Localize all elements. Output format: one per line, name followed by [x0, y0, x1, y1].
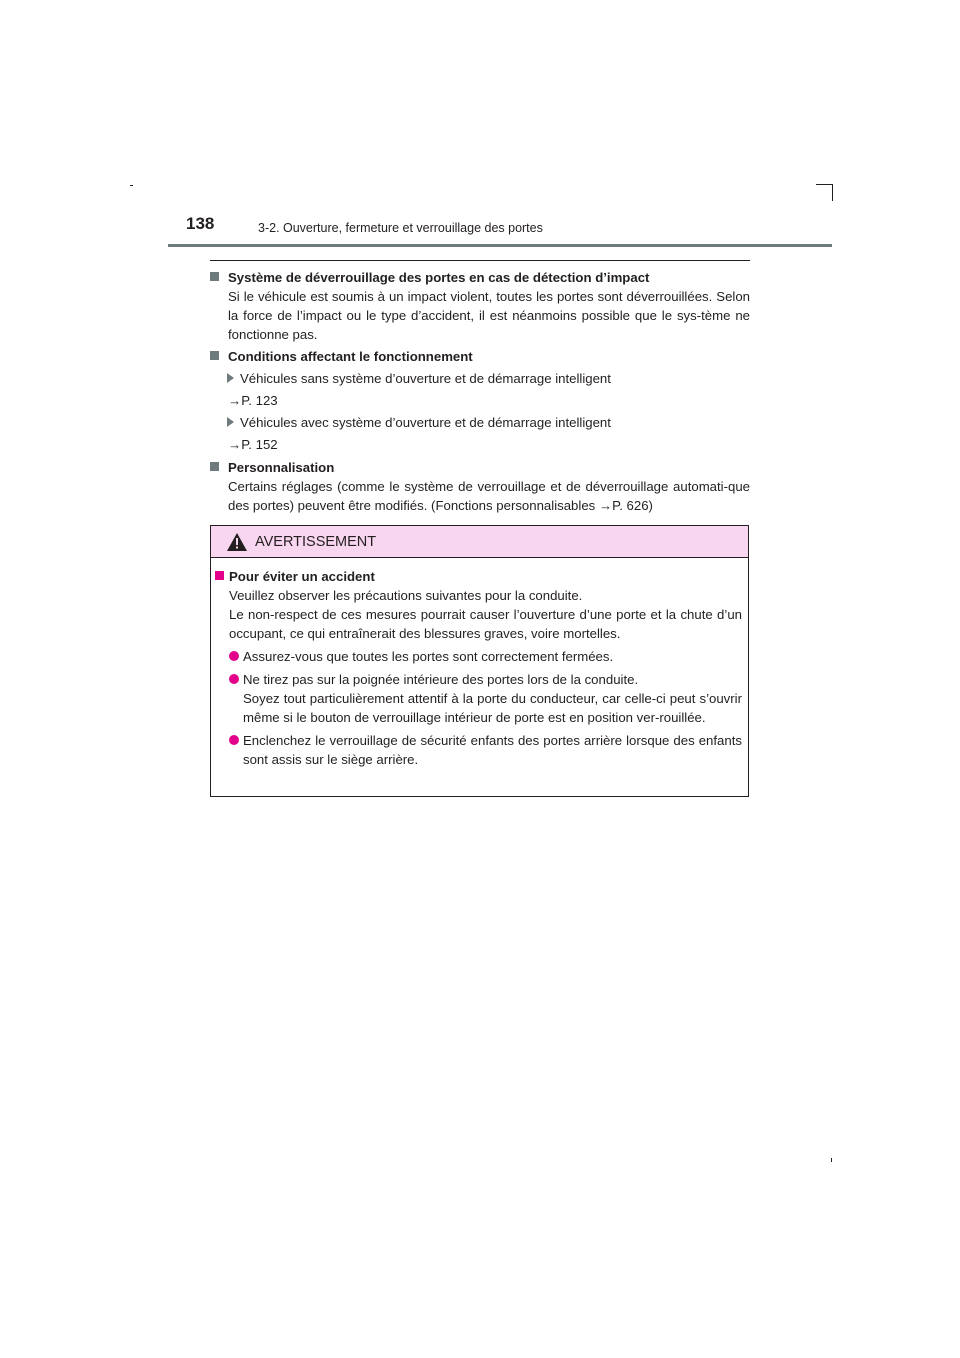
section-heading: Système de déverrouillage des portes en cas de détection d’impact — [228, 270, 650, 285]
section-heading: Conditions affectant le fonctionnement — [228, 349, 473, 364]
square-bullet-icon — [210, 462, 219, 471]
square-bullet-icon — [215, 571, 224, 580]
warning-heading: Pour éviter un accident — [229, 569, 375, 584]
warning-item: Assurez-vous que toutes les portes sont correctement fermées. — [211, 647, 748, 666]
warning-intro: Veuillez observer les précautions suivantes pour la conduite. — [229, 588, 583, 603]
circle-bullet-icon — [229, 735, 239, 745]
section-conditions — [210, 347, 750, 454]
page-reference-link[interactable]: →P. 123 — [228, 393, 278, 408]
square-bullet-icon — [210, 272, 219, 281]
section-personalisation — [210, 458, 750, 515]
content-divider — [210, 260, 750, 261]
header-rule — [168, 244, 832, 247]
warning-title: AVERTISSEMENT — [255, 534, 377, 550]
page-number: 138 — [186, 214, 215, 233]
warning-header — [211, 526, 748, 558]
crop-mark — [130, 185, 133, 186]
section-text: Si le véhicule est soumis à un impact violent, toutes les portes sont déverrouillées. Selon la force de l’impact ou le type d’accident, il est néanmoins possible que le sys-tème ne fonctionne pas. — [228, 289, 750, 342]
section-heading: Personnalisation — [228, 460, 335, 475]
warning-triangle-icon — [227, 533, 247, 551]
list-item: Véhicules avec système d’ouverture et de démarrage intelligent — [240, 415, 611, 430]
square-bullet-icon — [210, 351, 219, 360]
warning-body — [211, 567, 748, 769]
page-reference-link[interactable]: →P. 152 — [228, 437, 278, 452]
section-impact-unlock — [210, 268, 750, 344]
list-item: Véhicules sans système d’ouverture et de démarrage intelligent — [240, 371, 611, 386]
crop-mark — [831, 1158, 832, 1162]
section-text: Certains réglages (comme le système de verrouillage et de déverrouillage automati-que des portes) peuvent être modifiés. (Fonctions personnalisables →P. 626) — [228, 479, 750, 513]
warning-box — [210, 525, 749, 797]
circle-bullet-icon — [229, 651, 239, 661]
section-title: 3-2. Ouverture, fermeture et verrouillage des portes — [258, 221, 543, 235]
warning-item: Ne tirez pas sur la poignée intérieure des portes lors de la conduite. Soyez tout particulièrement attentif à la porte du conducteur, car celle-ci peut s’ouvrir même si le bouton de verrouillage intérieur de porte est en position ver-rouillée. — [211, 670, 748, 727]
triangle-bullet-icon — [227, 417, 234, 427]
warning-intro: Le non-respect de ces mesures pourrait causer l’ouverture d’une porte et la chute d’un occupant, ce qui entraînerait des blessures graves, voire mortelles. — [229, 607, 742, 641]
crop-mark — [832, 184, 833, 201]
warning-item: Enclenchez le verrouillage de sécurité enfants des portes arrière lorsque des enfants sont assis sur le siège arrière. — [211, 731, 748, 769]
circle-bullet-icon — [229, 674, 239, 684]
triangle-bullet-icon — [227, 373, 234, 383]
crop-mark — [816, 184, 833, 185]
